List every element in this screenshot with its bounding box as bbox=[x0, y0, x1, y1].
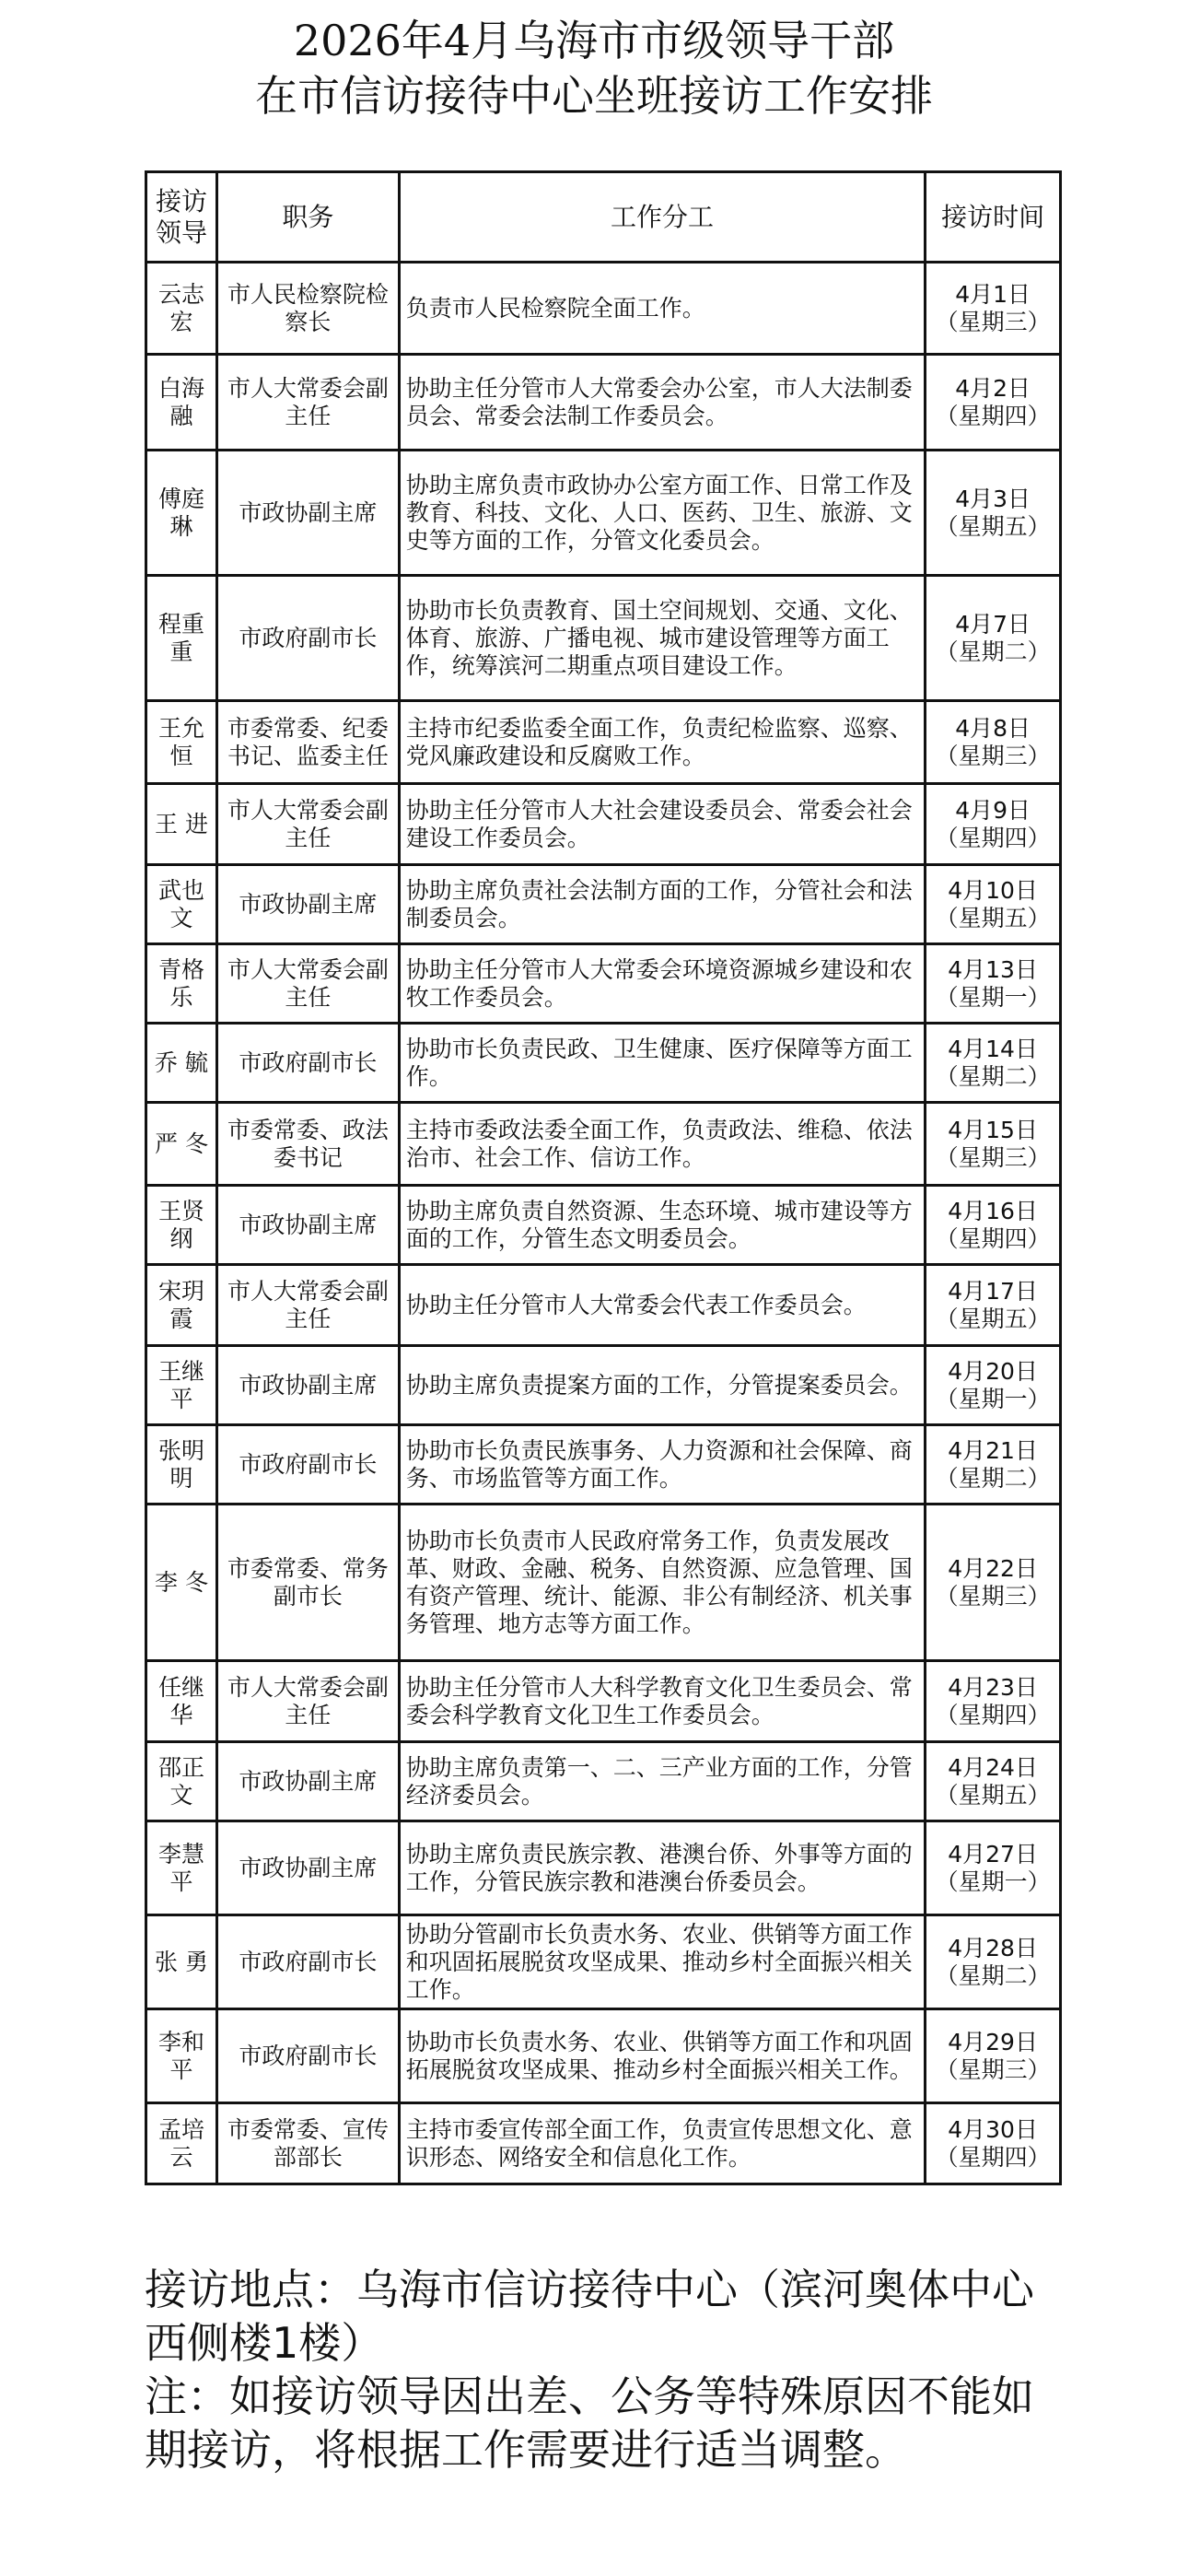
leader-name-cell: 王贤纲 bbox=[146, 1186, 217, 1265]
document-title-line-1: 2026年4月乌海市市级领导干部 bbox=[293, 16, 895, 65]
table-row bbox=[146, 1915, 1061, 2009]
table-row bbox=[146, 576, 1061, 701]
table-row bbox=[146, 1505, 1061, 1661]
duty-cell: 协助主任分管市人大科学教育文化卫生委员会、常委会科学教育文化卫生工作委员会。 bbox=[399, 1661, 925, 1742]
table-body bbox=[146, 263, 1061, 2184]
duty-cell: 主持市纪委监委全面工作，负责纪检监察、巡察、党风廉政建设和反腐败工作。 bbox=[399, 701, 925, 784]
leader-name-cell: 李慧平 bbox=[146, 1821, 217, 1915]
reception-time-cell: 4月17日（星期五） bbox=[926, 1265, 1061, 1346]
table-row bbox=[146, 1103, 1061, 1186]
table-row bbox=[146, 1186, 1061, 1265]
header-name: 接访领导 bbox=[146, 172, 217, 263]
leader-name-cell: 傅庭琳 bbox=[146, 451, 217, 576]
leader-name-cell: 宋玥霞 bbox=[146, 1265, 217, 1346]
duty-cell: 协助主任分管市人大常委会环境资源城乡建设和农牧工作委员会。 bbox=[399, 944, 925, 1024]
table-row bbox=[146, 355, 1061, 451]
table-row bbox=[146, 451, 1061, 576]
post-cell: 市政协副主席 bbox=[217, 1742, 400, 1821]
header-post: 职务 bbox=[217, 172, 400, 263]
table-row bbox=[146, 1821, 1061, 1915]
leader-name-cell: 严 冬 bbox=[146, 1103, 217, 1186]
post-cell: 市委常委、常务副市长 bbox=[217, 1505, 400, 1661]
post-cell: 市政府副市长 bbox=[217, 2009, 400, 2103]
leader-name-cell: 云志宏 bbox=[146, 263, 217, 355]
table-row bbox=[146, 944, 1061, 1024]
duty-cell: 协助市长负责教育、国土空间规划、交通、文化、体育、旅游、广播电视、城市建设管理等方面工作，统筹滨河二期重点项目建设工作。 bbox=[399, 576, 925, 701]
reception-time-cell: 4月15日（星期三） bbox=[926, 1103, 1061, 1186]
table-row bbox=[146, 2103, 1061, 2184]
leader-name-cell: 邵正文 bbox=[146, 1742, 217, 1821]
reception-time-cell: 4月3日（星期五） bbox=[926, 451, 1061, 576]
reception-time-cell: 4月1日（星期三） bbox=[926, 263, 1061, 355]
reception-time-cell: 4月22日（星期三） bbox=[926, 1505, 1061, 1661]
reception-schedule-table bbox=[145, 170, 1062, 2185]
duty-cell: 协助主席负责提案方面的工作，分管提案委员会。 bbox=[399, 1346, 925, 1425]
post-cell: 市政府副市长 bbox=[217, 576, 400, 701]
table-row bbox=[146, 1265, 1061, 1346]
leader-name-cell: 王继平 bbox=[146, 1346, 217, 1425]
leader-name-cell: 李 冬 bbox=[146, 1505, 217, 1661]
reception-time-cell: 4月2日（星期四） bbox=[926, 355, 1061, 451]
post-cell: 市委常委、政法委书记 bbox=[217, 1103, 400, 1186]
post-cell: 市人大常委会副主任 bbox=[217, 355, 400, 451]
document-title-line-2: 在市信访接待中心坐班接访工作安排 bbox=[255, 71, 933, 121]
table-row bbox=[146, 1661, 1061, 1742]
leader-name-cell: 程重重 bbox=[146, 576, 217, 701]
post-cell: 市政协副主席 bbox=[217, 1821, 400, 1915]
duty-cell: 协助市长负责水务、农业、供销等方面工作和巩固拓展脱贫攻坚成果、推动乡村全面振兴相关工作。 bbox=[399, 2009, 925, 2103]
post-cell: 市人大常委会副主任 bbox=[217, 1661, 400, 1742]
reception-time-cell: 4月27日（星期一） bbox=[926, 1821, 1061, 1915]
duty-cell: 主持市委宣传部全面工作，负责宣传思想文化、意识形态、网络安全和信息化工作。 bbox=[399, 2103, 925, 2184]
reception-time-cell: 4月8日（星期三） bbox=[926, 701, 1061, 784]
leader-name-cell: 张 勇 bbox=[146, 1915, 217, 2009]
duty-cell: 协助主任分管市人大社会建设委员会、常委会社会建设工作委员会。 bbox=[399, 784, 925, 865]
leader-name-cell: 孟培云 bbox=[146, 2103, 217, 2184]
duty-cell: 协助主任分管市人大常委会办公室，市人大法制委员会、常委会法制工作委员会。 bbox=[399, 355, 925, 451]
duty-cell: 协助主席负责自然资源、生态环境、城市建设等方面的工作，分管生态文明委员会。 bbox=[399, 1186, 925, 1265]
duty-cell: 主持市委政法委全面工作，负责政法、维稳、依法治市、社会工作、信访工作。 bbox=[399, 1103, 925, 1186]
duty-cell: 负责市人民检察院全面工作。 bbox=[399, 263, 925, 355]
duty-cell: 协助主任分管市人大常委会代表工作委员会。 bbox=[399, 1265, 925, 1346]
post-cell: 市人民检察院检察长 bbox=[217, 263, 400, 355]
duty-cell: 协助市长负责市人民政府常务工作，负责发展改革、财政、金融、税务、自然资源、应急管理、国有资产管理、统计、能源、非公有制经济、机关事务管理、地方志等方面工作。 bbox=[399, 1505, 925, 1661]
duty-cell: 协助主席负责第一、二、三产业方面的工作，分管经济委员会。 bbox=[399, 1742, 925, 1821]
reception-time-cell: 4月7日（星期二） bbox=[926, 576, 1061, 701]
table-row bbox=[146, 2009, 1061, 2103]
adjustment-note: 注：如接访领导因出差、公务等特殊原因不能如期接访，将根据工作需要进行适当调整。 bbox=[145, 2371, 1034, 2475]
header-duty: 工作分工 bbox=[399, 172, 925, 263]
duty-cell: 协助主席负责社会法制方面的工作，分管社会和法制委员会。 bbox=[399, 865, 925, 944]
reception-time-cell: 4月16日（星期四） bbox=[926, 1186, 1061, 1265]
leader-name-cell: 任继华 bbox=[146, 1661, 217, 1742]
table-row bbox=[146, 701, 1061, 784]
reception-time-cell: 4月20日（星期一） bbox=[926, 1346, 1061, 1425]
table-row bbox=[146, 1346, 1061, 1425]
table-row bbox=[146, 1024, 1061, 1103]
reception-time-cell: 4月24日（星期五） bbox=[926, 1742, 1061, 1821]
leader-name-cell: 乔 毓 bbox=[146, 1024, 217, 1103]
table-row bbox=[146, 865, 1061, 944]
reception-time-cell: 4月29日（星期三） bbox=[926, 2009, 1061, 2103]
leader-name-cell: 王允恒 bbox=[146, 701, 217, 784]
reception-time-cell: 4月30日（星期四） bbox=[926, 2103, 1061, 2184]
leader-name-cell: 李和平 bbox=[146, 2009, 217, 2103]
reception-time-cell: 4月10日（星期五） bbox=[926, 865, 1061, 944]
reception-location: 接访地点：乌海市信访接待中心（滨河奥体中心西侧楼1楼） bbox=[145, 2265, 1034, 2368]
table-row bbox=[146, 1742, 1061, 1821]
table-row bbox=[146, 784, 1061, 865]
table-row bbox=[146, 1425, 1061, 1505]
reception-time-cell: 4月14日（星期二） bbox=[926, 1024, 1061, 1103]
post-cell: 市人大常委会副主任 bbox=[217, 944, 400, 1024]
duty-cell: 协助市长负责民政、卫生健康、医疗保障等方面工作。 bbox=[399, 1024, 925, 1103]
reception-time-cell: 4月28日（星期二） bbox=[926, 1915, 1061, 2009]
post-cell: 市政协副主席 bbox=[217, 451, 400, 576]
reception-time-cell: 4月23日（星期四） bbox=[926, 1661, 1061, 1742]
post-cell: 市人大常委会副主任 bbox=[217, 784, 400, 865]
leader-name-cell: 青格乐 bbox=[146, 944, 217, 1024]
post-cell: 市人大常委会副主任 bbox=[217, 1265, 400, 1346]
table-header-row bbox=[146, 172, 1061, 263]
post-cell: 市政府副市长 bbox=[217, 1915, 400, 2009]
leader-name-cell: 白海融 bbox=[146, 355, 217, 451]
duty-cell: 协助主席负责民族宗教、港澳台侨、外事等方面的工作，分管民族宗教和港澳台侨委员会。 bbox=[399, 1821, 925, 1915]
leader-name-cell: 王 进 bbox=[146, 784, 217, 865]
leader-name-cell: 武也文 bbox=[146, 865, 217, 944]
leader-name-cell: 张明明 bbox=[146, 1425, 217, 1505]
post-cell: 市政协副主席 bbox=[217, 1186, 400, 1265]
reception-time-cell: 4月9日（星期四） bbox=[926, 784, 1061, 865]
post-cell: 市政协副主席 bbox=[217, 1346, 400, 1425]
post-cell: 市政府副市长 bbox=[217, 1024, 400, 1103]
duty-cell: 协助分管副市长负责水务、农业、供销等方面工作和巩固拓展脱贫攻坚成果、推动乡村全面振兴相关工作。 bbox=[399, 1915, 925, 2009]
table-row bbox=[146, 263, 1061, 355]
reception-time-cell: 4月13日（星期一） bbox=[926, 944, 1061, 1024]
duty-cell: 协助主席负责市政协办公室方面工作、日常工作及教育、科技、文化、人口、医药、卫生、旅游、文史等方面的工作，分管文化委员会。 bbox=[399, 451, 925, 576]
post-cell: 市委常委、宣传部部长 bbox=[217, 2103, 400, 2184]
post-cell: 市委常委、纪委书记、监委主任 bbox=[217, 701, 400, 784]
post-cell: 市政府副市长 bbox=[217, 1425, 400, 1505]
post-cell: 市政协副主席 bbox=[217, 865, 400, 944]
reception-time-cell: 4月21日（星期二） bbox=[926, 1425, 1061, 1505]
header-time: 接访时间 bbox=[926, 172, 1061, 263]
duty-cell: 协助市长负责民族事务、人力资源和社会保障、商务、市场监管等方面工作。 bbox=[399, 1425, 925, 1505]
